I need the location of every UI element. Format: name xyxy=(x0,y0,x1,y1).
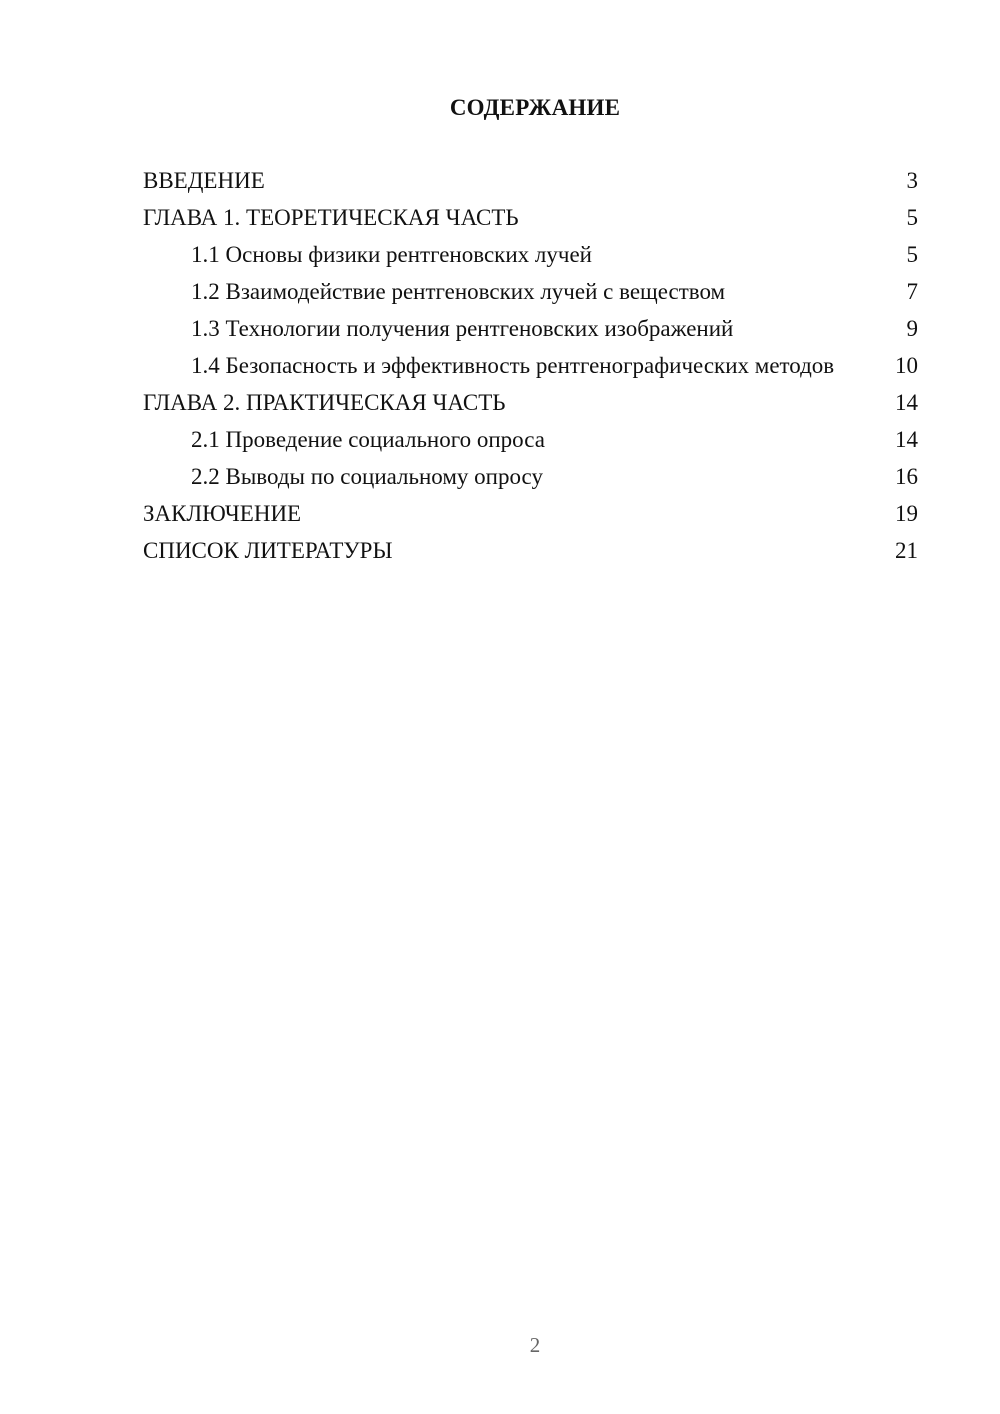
toc-entry[interactable] xyxy=(143,500,918,527)
toc-entry-text: 2.2 Выводы по социальному опросу xyxy=(191,464,543,489)
toc-entry-page: 14 xyxy=(895,427,918,452)
toc-entry-text: 1.3 Технологии получения рентгеновских изображений xyxy=(191,316,734,341)
toc-entry-text: 1.4 Безопасность и эффективность рентгенографических методов xyxy=(191,353,835,378)
toc-entry[interactable] xyxy=(143,537,918,564)
page-title: СОДЕРЖАНИЕ xyxy=(449,95,621,120)
toc-entry-text: 1.2 Взаимодействие рентгеновских лучей с веществом xyxy=(191,279,726,304)
toc-entry-text: ЗАКЛЮЧЕНИЕ xyxy=(143,501,302,526)
toc-entry[interactable] xyxy=(143,204,918,231)
toc-entry[interactable] xyxy=(143,241,918,268)
toc-entry-page: 3 xyxy=(906,168,918,193)
toc-entry-text: ГЛАВА 1. ТЕОРЕТИЧЕСКАЯ ЧАСТЬ xyxy=(143,205,519,230)
toc-entry-text: СПИСОК ЛИТЕРАТУРЫ xyxy=(143,538,393,563)
toc-entry-text: 1.1 Основы физики рентгеновских лучей xyxy=(191,242,592,267)
toc-entry[interactable] xyxy=(143,463,918,490)
toc-entry-page: 9 xyxy=(906,316,918,341)
page-number: 2 xyxy=(529,1333,541,1357)
toc-entry-page: 7 xyxy=(906,279,918,304)
toc-entry-page: 5 xyxy=(906,205,918,230)
toc-entry[interactable] xyxy=(143,315,918,342)
toc-entry-text: 2.1 Проведение социального опроса xyxy=(191,427,545,452)
toc-entry-page: 19 xyxy=(895,501,918,526)
toc-entry[interactable] xyxy=(143,426,918,453)
toc-entry-page: 5 xyxy=(906,242,918,267)
toc-entry[interactable] xyxy=(143,167,918,194)
toc-entry[interactable] xyxy=(143,278,918,305)
toc-entry[interactable] xyxy=(143,389,918,416)
toc-entry-page: 14 xyxy=(895,390,918,415)
toc-entry-page: 21 xyxy=(895,538,918,563)
toc-entry[interactable] xyxy=(143,352,918,379)
toc-entry-page: 16 xyxy=(895,464,918,489)
toc-entry-text: ВВЕДЕНИЕ xyxy=(143,168,265,193)
toc-entry-text: ГЛАВА 2. ПРАКТИЧЕСКАЯ ЧАСТЬ xyxy=(143,390,506,415)
toc-entry-page: 10 xyxy=(895,353,918,378)
table-of-contents xyxy=(143,167,918,574)
